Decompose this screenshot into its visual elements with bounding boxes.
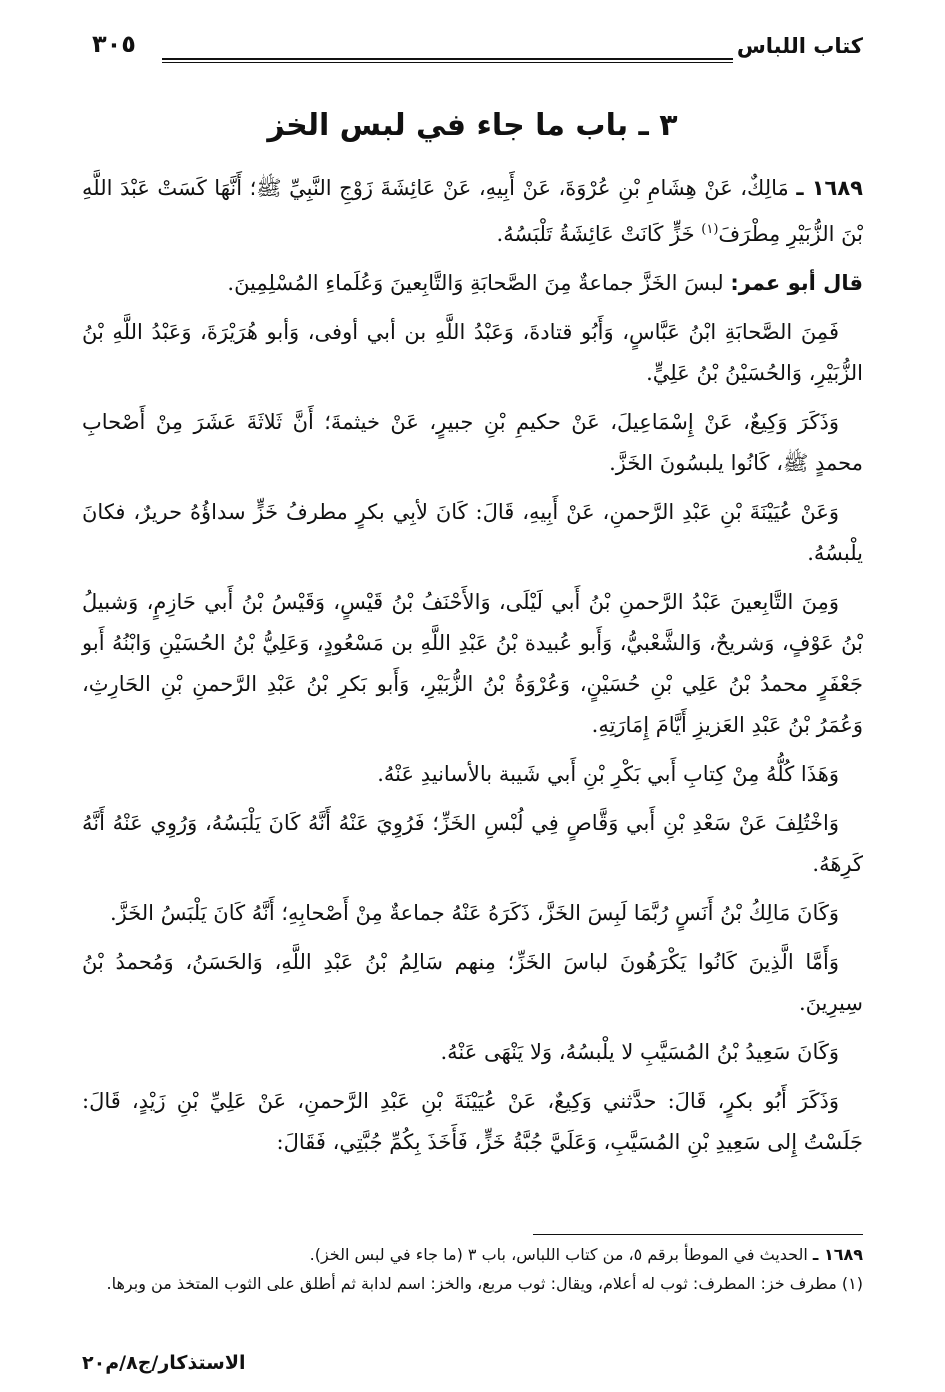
footnote-ref: (١)	[701, 222, 719, 237]
header-rule-thin	[162, 62, 733, 63]
footnote	[82, 1240, 863, 1269]
speaker-label: قال أبو عمر:	[730, 271, 863, 295]
paragraph: وَأَمَّا الَّذِينَ كَانُوا يَكْرَهُونَ لباسَ الخَزِّ؛ مِنهم سَالِمُ بْنُ عَبْدِ اللَّهِ، وَالحَسَنُ، وَمُحمدُ بْنُ سِيرِينَ.	[82, 950, 863, 1015]
page-header	[92, 28, 863, 68]
footnote	[82, 1269, 863, 1298]
hadith-paragraph	[82, 168, 863, 255]
footnotes	[82, 1240, 863, 1298]
footnote-number: ١٦٨٩ ـ	[812, 1245, 863, 1264]
main-text	[82, 168, 863, 1171]
paragraph: وَاخْتُلِفَ عَنْ سَعْدِ بْنِ أَبي وَقَّاصٍ فِي لُبْسِ الخَزِّ؛ فَرُوِيَ عَنْهُ أَنَّهُ كَانَ يَلْبَسُهُ، وَرُوِي عَنْهُ أَنَّهُ كَرِهَهُ.	[82, 811, 863, 876]
paragraph: وَذَكَرَ وَكِيعٌ، عَنْ إِسْمَاعِيلَ، عَنْ حكيمِ بْنِ جبيرٍ، عَنْ خيثمةَ؛ أَنَّ ثَلاثَةَ عَشَرَ مِنْ أَصْحابِ محمدٍ ﷺ، كَانُوا يلبسُونَ الخَزَّ.	[82, 410, 863, 475]
hadith-number: ١٦٨٩ ـ	[796, 176, 863, 200]
paragraph: فَمِنَ الصَّحابَةِ ابْنُ عَبَّاسٍ، وَأَبُو قتادةَ، وَعَبْدُ اللَّهِ بن أبي أوفى، وَأبو هُرَيْرَةَ، وَعَبْدُ اللَّهِ بْنُ الزُّبَيْرِ، وَالحُسَيْنُ بْنُ عَلِيٍّ.	[82, 320, 863, 385]
header-rule	[162, 58, 733, 60]
paragraph: وَكَانَ سَعِيدُ بْنُ المُسَيَّبِ لا يلْبسُهُ، وَلا يَنْهَى عَنْهُ.	[440, 1040, 839, 1064]
paragraph: وَهَذَا كُلُّهُ مِنْ كِتابِ أَبي بَكْرِ بْنِ أَبي شَيبة بالأسانيدِ عَنْهُ.	[377, 762, 839, 786]
footnote-text: الحديث في الموطأ برقم ٥، من كتاب اللباس، باب ٣ (ما جاء في لبس الخز).	[309, 1245, 813, 1264]
paragraph: وَكَانَ مَالِكُ بْنُ أَنَسٍ رُبَّمَا لَبِسَ الخَزَّ، ذَكَرَهُ عَنْهُ جماعةٌ مِنْ أَصْحابِهِ؛ أَنَّهُ كَانَ يَلْبَسُ الخَزَّ.	[109, 901, 839, 925]
commentary-intro	[82, 263, 863, 304]
paragraph: وَمِنَ التَّابِعينَ عَبْدُ الرَّحمنِ بْنُ أَبي لَيْلَى، وَالأَحْنَفُ بْنُ قَيْسٍ، وَقَيْسُ بْنُ أَبي حَازِمٍ، وَشبيلُ بْنُ عَوْفٍ، وَشريحٌ، وَالشَّعْبيُّ، وَأَبو عُبيدة بْنُ عَبْدِ اللَّهِ بن مَسْعُودٍ، وَعَلِيُّ بْنُ الحُسَيْنِ وَابْنُهُ أَبو جَعْفَرٍ محمدُ بْنُ عَلِي بْنِ حُسَيْنٍ، وَعُرْوَةُ بْنُ الزُّبَيْرِ، وَأَبو بَكرِ بْنُ عَبْدِ الرَّحمنِ بْنِ الحَارِثِ، وَعُمَرُ بْنُ عَبْدِ العَزيزِ أَيَّامَ إِمَارَتِهِ.	[82, 590, 863, 737]
hadith-text-end: خَزٍّ كَانَتْ عَائِشَةُ تَلْبَسُهُ.	[496, 222, 702, 246]
paragraph: وَعَنْ عُيَيْنَةَ بْنِ عَبْدِ الرَّحمنِ، عَنْ أَبِيهِ، قَالَ: كَانَ لأبِي بكرٍ مطرفُ خَزٍّ سداؤُهُ حريرٌ، فكانَ يلْبسُهُ.	[82, 500, 863, 565]
commentary-intro-text: لبسَ الخَزَّ جماعةٌ مِنَ الصَّحابَةِ وَالتَّابِعينَ وَعُلَماءِ المُسْلِمِينَ.	[227, 271, 731, 295]
footnote-separator	[533, 1234, 863, 1235]
running-title: كتاب اللباس	[736, 34, 863, 58]
footnote-number: (١)	[841, 1274, 863, 1293]
footnote-text: مطرف خز: المطرف: ثوب له أعلام، ويقال: ثوب مربع، والخز: اسم لدابة ثم أطلق على الثوب المتخذ من وبرها.	[106, 1274, 842, 1293]
paragraph: وَذَكَرَ أَبُو بكرٍ، قَالَ: حدَّثني وَكِيعٌ، عَنْ عُيَيْنَةَ بْنِ عَبْدِ الرَّحمنِ، عَنْ عَلِيِّ بْنِ زَيْدٍ، قَالَ: جَلَسْتُ إِلى سَعِيدِ بْنِ المُسَيَّبِ، وَعَلَيَّ جُبَّةُ خَزٍّ، فَأَخَذَ بِكُمِّ جُبَّتِي، فَقَالَ:	[82, 1089, 863, 1154]
page-number: ٣٠٥	[92, 30, 136, 58]
chapter-heading: ٣ ـ باب ما جاء في لبس الخز	[267, 108, 678, 143]
signature-mark: الاستذكار/ج٨/م٢٠	[82, 1352, 246, 1374]
hadith-text: مَالِكٌ، عَنْ هِشَامِ بْنِ عُرْوَةَ، عَنْ أَبِيهِ، عَنْ عَائِشَةَ زَوْجِ النَّبِيِّ ﷺ؛ أَنَّهَا كَسَتْ عَبْدَ اللَّهِ بْنَ الزُّبَيْرِ مِطْرَفَ	[82, 176, 863, 246]
